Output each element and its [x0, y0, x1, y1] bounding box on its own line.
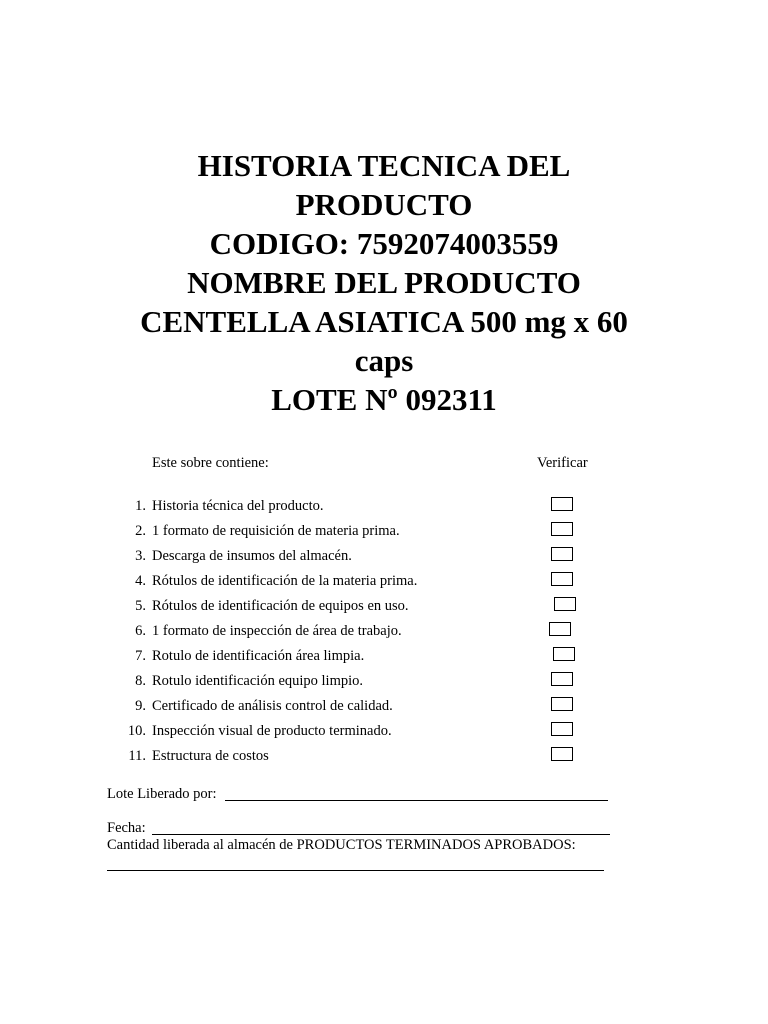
product-name: CENTELLA ASIATICA 500 mg x 60	[140, 304, 628, 339]
released-by-line[interactable]	[225, 800, 608, 801]
product-name-cont: caps	[354, 343, 414, 378]
checklist-item	[0, 497, 768, 522]
verify-checkbox[interactable]	[551, 572, 573, 586]
product-code: CODIGO: 7592074003559	[209, 226, 559, 261]
item-number: 2.	[135, 523, 146, 539]
item-text: 1 formato de requisición de materia prima.	[152, 523, 400, 539]
item-number: 9.	[135, 698, 146, 714]
checklist-item	[0, 622, 768, 647]
product-name-label: NOMBRE DEL PRODUCTO	[187, 265, 581, 300]
item-text: 1 formato de inspección de área de trabajo.	[152, 623, 402, 639]
verify-checkbox[interactable]	[554, 597, 576, 611]
item-text: Historia técnica del producto.	[152, 498, 324, 514]
document-title	[100, 146, 668, 419]
verify-checkbox[interactable]	[551, 697, 573, 711]
verify-checkbox[interactable]	[551, 522, 573, 536]
checklist-item	[0, 597, 768, 622]
item-text: Rótulos de identificación de la materia prima.	[152, 573, 418, 589]
checklist-item	[0, 572, 768, 597]
item-number: 10.	[127, 723, 146, 739]
verify-checkbox[interactable]	[551, 722, 573, 736]
verify-checkbox[interactable]	[549, 622, 571, 636]
item-text: Estructura de costos	[152, 748, 269, 764]
date-line[interactable]	[152, 834, 610, 835]
title-line-2: PRODUCTO	[295, 187, 473, 222]
item-text: Rótulos de identificación de equipos en uso.	[152, 598, 409, 614]
checklist-item	[0, 722, 768, 747]
item-number: 5.	[135, 598, 146, 614]
item-text: Rotulo de identificación área limpia.	[152, 648, 365, 664]
item-text: Descarga de insumos del almacén.	[152, 548, 352, 564]
date-label: Fecha:	[107, 820, 146, 836]
item-number: 1.	[135, 498, 146, 514]
released-by-label: Lote Liberado por:	[107, 786, 217, 802]
verify-checkbox[interactable]	[551, 547, 573, 561]
lot-number: LOTE Nº 092311	[271, 382, 497, 417]
item-number: 6.	[135, 623, 146, 639]
item-number: 11.	[128, 748, 146, 764]
checklist-item	[0, 647, 768, 672]
checklist-item	[0, 522, 768, 547]
contents-label: Este sobre contiene:	[152, 455, 269, 471]
item-text: Certificado de análisis control de calidad.	[152, 698, 393, 714]
checklist-item	[0, 547, 768, 572]
item-text: Inspección visual de producto terminado.	[152, 723, 392, 739]
contents-checklist	[0, 497, 768, 772]
item-number: 7.	[135, 648, 146, 664]
verify-checkbox[interactable]	[551, 747, 573, 761]
checklist-item	[0, 672, 768, 697]
item-text: Rotulo identificación equipo limpio.	[152, 673, 364, 689]
checklist-item	[0, 747, 768, 772]
verify-checkbox[interactable]	[551, 497, 573, 511]
item-number: 8.	[135, 673, 146, 689]
item-number: 3.	[135, 548, 146, 564]
title-line-1: HISTORIA TECNICA DEL	[197, 148, 571, 183]
item-number: 4.	[135, 573, 146, 589]
checklist-item	[0, 697, 768, 722]
verify-label: Verificar	[537, 455, 588, 471]
released-quantity-line[interactable]	[107, 870, 604, 871]
released-quantity-label: Cantidad liberada al almacén de PRODUCTOS TERMINADOS APROBADOS:	[107, 837, 576, 853]
verify-checkbox[interactable]	[551, 672, 573, 686]
verify-checkbox[interactable]	[553, 647, 575, 661]
